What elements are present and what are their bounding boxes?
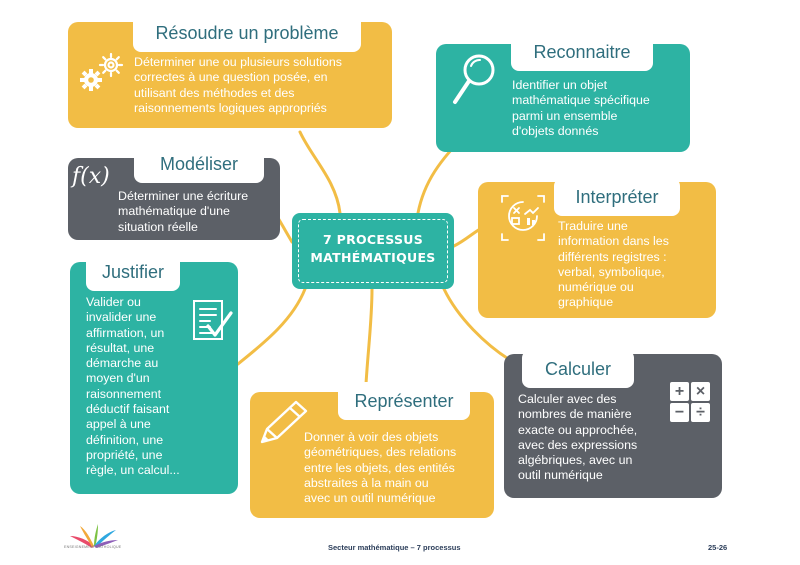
card-reconnaitre-title: Reconnaitre <box>511 33 653 71</box>
calc-plus: + <box>670 382 689 401</box>
card-modeliser-title: Modéliser <box>134 145 264 183</box>
card-justifier-description: Valider ou invalider une affirmation, un résultat, une démarche au moyen d'un raisonnement déductif faisant appel à une définition, une propriété, une règle, un calcul... <box>86 295 180 478</box>
calculator-icon <box>670 382 710 422</box>
registers-icon <box>494 194 546 242</box>
calc-times: × <box>691 382 710 401</box>
card-calculer-description: Calculer avec des nombres de manière exacte ou approchée, avec des expressions algébriques, avec un outil numérique <box>518 392 638 483</box>
footer-title: Secteur mathématique – 7 processus <box>328 543 461 552</box>
card-representer-description: Donner à voir des objets géométriques, des relations entre les objets, des entités abstraites à la main ou avec un outil numérique <box>304 430 457 506</box>
center-title-line1: 7 PROCESSUS <box>322 232 424 247</box>
gears-icon <box>78 50 126 94</box>
card-representer-title: Représenter <box>338 382 470 420</box>
card-interpreter-description: Traduire une information dans les différents registres : verbal, symbolique, numérique ou graphique <box>558 219 669 310</box>
footer-page: 25-26 <box>708 543 728 552</box>
calc-divide: ÷ <box>691 403 710 422</box>
card-resoudre-description: Déterminer une ou plusieurs solutions correctes à une question posée, en utilisant des méthodes et des raisonnements logiques appropriés <box>134 55 342 115</box>
card-resoudre-title: Résoudre un problème <box>133 14 361 52</box>
pencil-icon <box>258 398 310 446</box>
card-modeliser-description: Déterminer une écriture mathématique d'une situation réelle <box>118 189 249 234</box>
connector-justifier <box>238 289 305 364</box>
card-justifier-title: Justifier <box>86 253 180 291</box>
card-calculer-title: Calculer <box>522 350 634 388</box>
center-title-line2: MATHÉMATIQUES <box>310 250 436 265</box>
function-icon: f(x) <box>72 164 110 189</box>
logo-text: ENSEIGNEMENT CATHOLIQUE <box>64 545 122 549</box>
connector-resoudre <box>300 132 340 213</box>
magnifier-icon <box>450 52 500 106</box>
center-node <box>292 213 454 289</box>
connector-representer <box>366 289 372 384</box>
card-reconnaitre-description: Identifier un objet mathématique spécifique parmi un ensemble d'objets donnés <box>512 78 650 138</box>
checklist-icon <box>190 296 236 346</box>
calc-minus: − <box>670 403 689 422</box>
card-interpreter-title: Interpréter <box>554 178 680 216</box>
